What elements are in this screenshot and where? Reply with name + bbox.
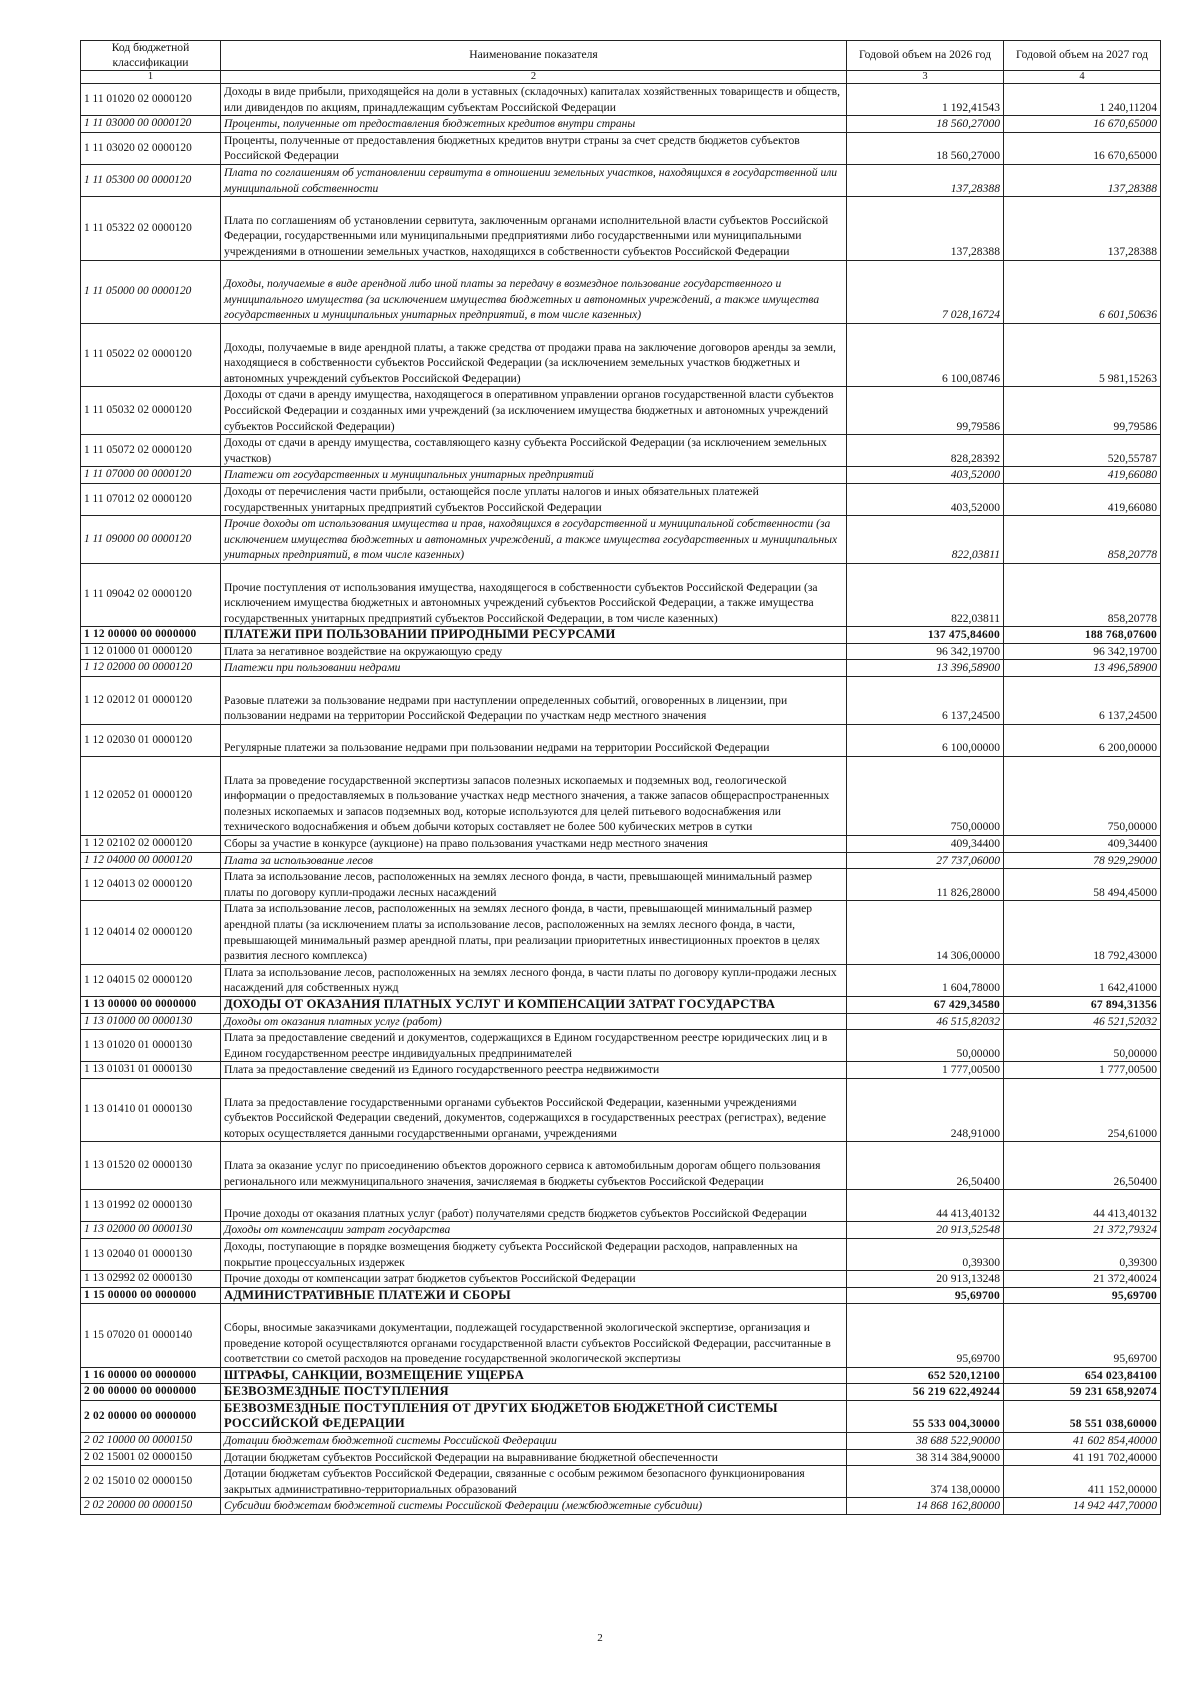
budget-code-cell: 1 11 05022 02 0000120 <box>81 323 221 386</box>
budget-code-cell: 2 02 00000 00 0000000 <box>81 1400 221 1432</box>
indicator-name-cell: Плата за оказание услуг по присоединению объектов дорожного сервиса к автомобильным дорогам общего пользования регионального или межмуниципального значения, зачисляемая в бюджеты субъектов Российской Федерации <box>221 1142 847 1190</box>
table-row <box>81 1030 1161 1062</box>
value-2027-cell: 95,69700 <box>1004 1287 1161 1304</box>
budget-code-cell: 1 11 05300 00 0000120 <box>81 164 221 196</box>
table-row <box>81 84 1161 116</box>
budget-code-cell: 1 13 01000 00 0000130 <box>81 1013 221 1030</box>
budget-code-cell: 1 11 05322 02 0000120 <box>81 197 221 260</box>
table-row <box>81 836 1161 853</box>
column-number-4: 4 <box>1004 71 1161 84</box>
value-2027-cell: 99,79586 <box>1004 387 1161 435</box>
budget-code-cell: 1 12 04000 00 0000120 <box>81 852 221 869</box>
value-2027-cell: 188 768,07600 <box>1004 627 1161 644</box>
value-2026-cell: 1 777,00500 <box>847 1062 1004 1079</box>
value-2026-cell: 27 737,06000 <box>847 852 1004 869</box>
budget-code-cell: 1 11 03020 02 0000120 <box>81 132 221 164</box>
value-2026-cell: 55 533 004,30000 <box>847 1400 1004 1432</box>
indicator-name-cell: Прочие доходы от использования имущества и прав, находящихся в государственной и муниципальной собственности (за исключением имущества бюджетных и автономных учреждений, а также имущества государственных и муниципальных унитарных предприятий, в том числе казенных) <box>221 516 847 564</box>
budget-code-cell: 1 11 07000 00 0000120 <box>81 467 221 484</box>
table-row <box>81 563 1161 626</box>
column-number-1: 1 <box>81 71 221 84</box>
table-row <box>81 467 1161 484</box>
indicator-name-cell: Регулярные платежи за пользование недрами при пользовании недрами на территории Российской Федерации <box>221 724 847 756</box>
value-2027-cell: 41 602 854,40000 <box>1004 1433 1161 1450</box>
value-2027-cell: 858,20778 <box>1004 563 1161 626</box>
indicator-name-cell: Доходы, получаемые в виде арендной либо иной платы за передачу в возмездное пользование государственного и муниципального имущества (за исключением имущества бюджетных и автономных учреждений, а также имущества государственных и муниципальных унитарных предприятий, в том числе казенных) <box>221 260 847 323</box>
value-2026-cell: 14 868 162,80000 <box>847 1498 1004 1515</box>
table-row <box>81 132 1161 164</box>
table-row <box>81 627 1161 644</box>
table-row <box>81 1304 1161 1367</box>
table-row <box>81 1078 1161 1141</box>
indicator-name-cell: Плата за использование лесов, расположенных на землях лесного фонда, в части, превышающей минимальный размер арендной платы (за исключением платы за использование лесов, расположенных на землях лесного фонда, в части, превышающей минимальный размер арендной платы, при реализации приоритетных инвестиционных проектов в целях развития лесного комплекса) <box>221 901 847 964</box>
page-number: 2 <box>597 1632 603 1644</box>
value-2026-cell: 20 913,52548 <box>847 1222 1004 1239</box>
budget-code-cell: 1 12 01000 01 0000120 <box>81 643 221 660</box>
value-2027-cell: 654 023,84100 <box>1004 1367 1161 1384</box>
indicator-name-cell: Доходы, получаемые в виде арендной платы, а также средства от продажи права на заключение договоров аренды за земли, находящиеся в собственности субъектов Российской Федерации (за исключением земельных участков бюджетных и автономных учреждений субъектов Российской Федерации) <box>221 323 847 386</box>
table-row <box>81 323 1161 386</box>
budget-code-cell: 1 13 02000 00 0000130 <box>81 1222 221 1239</box>
indicator-name-cell: АДМИНИСТРАТИВНЫЕ ПЛАТЕЖИ И СБОРЫ <box>221 1287 847 1304</box>
table-row <box>81 387 1161 435</box>
indicator-name-cell: Доходы от сдачи в аренду имущества, составляющего казну субъекта Российской Федерации (за исключением земельных участков) <box>221 435 847 467</box>
budget-code-cell: 1 12 04013 02 0000120 <box>81 869 221 901</box>
indicator-name-cell: Доходы от перечисления части прибыли, остающейся после уплаты налогов и иных обязательных платежей государственных унитарных предприятий субъектов Российской Федерации <box>221 483 847 515</box>
value-2027-cell: 46 521,52032 <box>1004 1013 1161 1030</box>
budget-code-cell: 1 12 02102 02 0000120 <box>81 836 221 853</box>
value-2026-cell: 99,79586 <box>847 387 1004 435</box>
indicator-name-cell: Сборы, вносимые заказчиками документации, подлежащей государственной экологической экспертизе, организация и проведение которой осуществляются органами государственной власти субъектов Российской Федерации, рассчитанные в соответствии со сметой расходов на проведение государственной экологической экспертизы <box>221 1304 847 1367</box>
value-2027-cell: 13 496,58900 <box>1004 660 1161 677</box>
indicator-name-cell: БЕЗВОЗМЕЗДНЫЕ ПОСТУПЛЕНИЯ ОТ ДРУГИХ БЮДЖЕТОВ БЮДЖЕТНОЙ СИСТЕМЫ РОССИЙСКОЙ ФЕДЕРАЦИИ <box>221 1400 847 1432</box>
table-row <box>81 1271 1161 1288</box>
value-2026-cell: 403,52000 <box>847 483 1004 515</box>
value-2027-cell: 6 200,00000 <box>1004 724 1161 756</box>
indicator-name-cell: Плата за негативное воздействие на окружающую среду <box>221 643 847 660</box>
header-row <box>81 41 1161 71</box>
table-row <box>81 516 1161 564</box>
value-2027-cell: 419,66080 <box>1004 467 1161 484</box>
value-2026-cell: 6 137,24500 <box>847 677 1004 725</box>
indicator-name-cell: Разовые платежи за пользование недрами при наступлении определенных событий, оговоренных в лицензии, при пользовании недрами на территории Российской Федерации по участкам недр местного значения <box>221 677 847 725</box>
header-year-2027: Годовой объем на 2027 год <box>1004 41 1161 71</box>
indicator-name-cell: Доходы, поступающие в порядке возмещения бюджету субъекта Российской Федерации расходов, направленных на покрытие процессуальных издержек <box>221 1238 847 1270</box>
value-2026-cell: 822,03811 <box>847 516 1004 564</box>
budget-code-cell: 1 12 02030 01 0000120 <box>81 724 221 756</box>
indicator-name-cell: Плата за использование лесов, расположенных на землях лесного фонда, в части платы по договору купли-продажи лесных насаждений для собственных нужд <box>221 964 847 996</box>
value-2026-cell: 750,00000 <box>847 757 1004 836</box>
value-2026-cell: 11 826,28000 <box>847 869 1004 901</box>
table-row <box>81 1384 1161 1401</box>
value-2026-cell: 56 219 622,49244 <box>847 1384 1004 1401</box>
indicator-name-cell: Проценты, полученные от предоставления бюджетных кредитов внутри страны <box>221 116 847 133</box>
indicator-name-cell: Плата за использование лесов, расположенных на землях лесного фонда, в части, превышающей минимальный размер платы по договору купли-продажи лесных насаждений <box>221 869 847 901</box>
value-2026-cell: 14 306,00000 <box>847 901 1004 964</box>
table-row <box>81 757 1161 836</box>
table-row <box>81 1062 1161 1079</box>
table-row <box>81 1449 1161 1466</box>
indicator-name-cell: ДОХОДЫ ОТ ОКАЗАНИЯ ПЛАТНЫХ УСЛУГ И КОМПЕНСАЦИИ ЗАТРАТ ГОСУДАРСТВА <box>221 997 847 1014</box>
value-2026-cell: 7 028,16724 <box>847 260 1004 323</box>
column-number-2: 2 <box>221 71 847 84</box>
table-row <box>81 1433 1161 1450</box>
budget-code-cell: 1 11 05000 00 0000120 <box>81 260 221 323</box>
value-2027-cell: 50,00000 <box>1004 1030 1161 1062</box>
indicator-name-cell: Платежи от государственных и муниципальных унитарных предприятий <box>221 467 847 484</box>
budget-code-cell: 1 16 00000 00 0000000 <box>81 1367 221 1384</box>
value-2027-cell: 78 929,29000 <box>1004 852 1161 869</box>
indicator-name-cell: Плата за проведение государственной экспертизы запасов полезных ископаемых и подземных вод, геологической информации о предоставляемых в пользование участках недр местного значения, а также запасов общераспространенных полезных ископаемых и запасов подземных вод, которые используются для целей питьевого водоснабжения или технического водоснабжения и объем добычи которых составляет не более 500 кубических метров в сутки <box>221 757 847 836</box>
value-2026-cell: 13 396,58900 <box>847 660 1004 677</box>
value-2026-cell: 1 604,78000 <box>847 964 1004 996</box>
value-2027-cell: 21 372,79324 <box>1004 1222 1161 1239</box>
value-2026-cell: 6 100,08746 <box>847 323 1004 386</box>
value-2026-cell: 652 520,12100 <box>847 1367 1004 1384</box>
indicator-name-cell: Прочие доходы от компенсации затрат бюджетов субъектов Российской Федерации <box>221 1271 847 1288</box>
budget-code-cell: 1 11 07012 02 0000120 <box>81 483 221 515</box>
budget-code-cell: 1 12 02000 00 0000120 <box>81 660 221 677</box>
budget-code-cell: 1 13 01410 01 0000130 <box>81 1078 221 1141</box>
value-2027-cell: 520,55787 <box>1004 435 1161 467</box>
value-2027-cell: 254,61000 <box>1004 1078 1161 1141</box>
indicator-name-cell: Доходы от компенсации затрат государства <box>221 1222 847 1239</box>
value-2027-cell: 419,66080 <box>1004 483 1161 515</box>
table-row <box>81 724 1161 756</box>
value-2027-cell: 137,28388 <box>1004 197 1161 260</box>
table-row <box>81 1367 1161 1384</box>
value-2026-cell: 26,50400 <box>847 1142 1004 1190</box>
value-2027-cell: 26,50400 <box>1004 1142 1161 1190</box>
budget-code-cell: 1 13 01520 02 0000130 <box>81 1142 221 1190</box>
indicator-name-cell: Дотации бюджетам субъектов Российской Федерации на выравнивание бюджетной обеспеченности <box>221 1449 847 1466</box>
value-2027-cell: 18 792,43000 <box>1004 901 1161 964</box>
budget-code-cell: 1 11 09042 02 0000120 <box>81 563 221 626</box>
table-row <box>81 1400 1161 1432</box>
budget-code-cell: 1 12 00000 00 0000000 <box>81 627 221 644</box>
value-2026-cell: 403,52000 <box>847 467 1004 484</box>
table-row <box>81 677 1161 725</box>
indicator-name-cell: Плата за использование лесов <box>221 852 847 869</box>
value-2026-cell: 46 515,82032 <box>847 1013 1004 1030</box>
budget-code-cell: 1 12 02052 01 0000120 <box>81 757 221 836</box>
value-2026-cell: 95,69700 <box>847 1287 1004 1304</box>
budget-code-cell: 1 11 03000 00 0000120 <box>81 116 221 133</box>
header-code: Код бюджетной классификации <box>81 41 221 71</box>
value-2026-cell: 44 413,40132 <box>847 1190 1004 1222</box>
budget-table <box>80 40 1161 1515</box>
indicator-name-cell: Плата по соглашениям об установлении сервитута, заключенным органами исполнительной власти субъектов Российской Федерации, государственными или муниципальными предприятиями либо государственными или муниципальными учреждениями в отношении земельных участков, находящихся в собственности субъектов Российской Федерации <box>221 197 847 260</box>
indicator-name-cell: Плата за предоставление сведений из Единого государственного реестра недвижимости <box>221 1062 847 1079</box>
header-year-2026: Годовой объем на 2026 год <box>847 41 1004 71</box>
indicator-name-cell: Платежи при пользовании недрами <box>221 660 847 677</box>
value-2026-cell: 50,00000 <box>847 1030 1004 1062</box>
indicator-name-cell: Доходы от оказания платных услуг (работ) <box>221 1013 847 1030</box>
table-row <box>81 116 1161 133</box>
value-2026-cell: 828,28392 <box>847 435 1004 467</box>
value-2026-cell: 6 100,00000 <box>847 724 1004 756</box>
value-2026-cell: 95,69700 <box>847 1304 1004 1367</box>
value-2027-cell: 96 342,19700 <box>1004 643 1161 660</box>
column-number-row <box>81 71 1161 84</box>
value-2027-cell: 58 494,45000 <box>1004 869 1161 901</box>
value-2026-cell: 18 560,27000 <box>847 132 1004 164</box>
value-2026-cell: 137,28388 <box>847 164 1004 196</box>
value-2026-cell: 822,03811 <box>847 563 1004 626</box>
table-row <box>81 197 1161 260</box>
table-row <box>81 964 1161 996</box>
table-row <box>81 1287 1161 1304</box>
budget-code-cell: 2 00 00000 00 0000000 <box>81 1384 221 1401</box>
value-2027-cell: 67 894,31356 <box>1004 997 1161 1014</box>
value-2026-cell: 248,91000 <box>847 1078 1004 1141</box>
value-2027-cell: 14 942 447,70000 <box>1004 1498 1161 1515</box>
value-2026-cell: 374 138,00000 <box>847 1466 1004 1498</box>
budget-table-sheet <box>80 40 1160 1515</box>
table-row <box>81 660 1161 677</box>
value-2026-cell: 67 429,34580 <box>847 997 1004 1014</box>
value-2026-cell: 18 560,27000 <box>847 116 1004 133</box>
table-row <box>81 260 1161 323</box>
value-2027-cell: 750,00000 <box>1004 757 1161 836</box>
indicator-name-cell: Прочие поступления от использования имущества, находящегося в собственности субъектов Российской Федерации (за исключением имущества бюджетных и автономных учреждений субъектов Российской Федерации, а также имущества государственных унитарных предприятий субъектов Российской Федерации, в том числе казенных) <box>221 563 847 626</box>
indicator-name-cell: ШТРАФЫ, САНКЦИИ, ВОЗМЕЩЕНИЕ УЩЕРБА <box>221 1367 847 1384</box>
value-2027-cell: 6 601,50636 <box>1004 260 1161 323</box>
table-body <box>81 84 1161 1515</box>
indicator-name-cell: Дотации бюджетам бюджетной системы Российской Федерации <box>221 1433 847 1450</box>
table-row <box>81 997 1161 1014</box>
indicator-name-cell: ПЛАТЕЖИ ПРИ ПОЛЬЗОВАНИИ ПРИРОДНЫМИ РЕСУРСАМИ <box>221 627 847 644</box>
budget-code-cell: 2 02 15001 02 0000150 <box>81 1449 221 1466</box>
value-2027-cell: 1 777,00500 <box>1004 1062 1161 1079</box>
value-2027-cell: 137,28388 <box>1004 164 1161 196</box>
budget-code-cell: 1 11 05072 02 0000120 <box>81 435 221 467</box>
table-row <box>81 1466 1161 1498</box>
budget-code-cell: 1 15 07020 01 0000140 <box>81 1304 221 1367</box>
table-row <box>81 1222 1161 1239</box>
budget-code-cell: 1 11 09000 00 0000120 <box>81 516 221 564</box>
table-row <box>81 901 1161 964</box>
budget-code-cell: 1 13 02040 01 0000130 <box>81 1238 221 1270</box>
column-number-3: 3 <box>847 71 1004 84</box>
budget-code-cell: 1 13 01031 01 0000130 <box>81 1062 221 1079</box>
table-row <box>81 1238 1161 1270</box>
value-2027-cell: 858,20778 <box>1004 516 1161 564</box>
budget-code-cell: 1 13 01992 02 0000130 <box>81 1190 221 1222</box>
indicator-name-cell: БЕЗВОЗМЕЗДНЫЕ ПОСТУПЛЕНИЯ <box>221 1384 847 1401</box>
table-row <box>81 852 1161 869</box>
indicator-name-cell: Плата за предоставление сведений и документов, содержащихся в Едином государственном реестре юридических лиц и в Едином государственном реестре индивидуальных предпринимателей <box>221 1030 847 1062</box>
value-2026-cell: 137 475,84600 <box>847 627 1004 644</box>
value-2026-cell: 137,28388 <box>847 197 1004 260</box>
table-row <box>81 164 1161 196</box>
table-row <box>81 869 1161 901</box>
indicator-name-cell: Дотации бюджетам субъектов Российской Федерации, связанные с особым режимом безопасного функционирования закрытых административно-территориальных образований <box>221 1466 847 1498</box>
value-2027-cell: 59 231 658,92074 <box>1004 1384 1161 1401</box>
indicator-name-cell: Прочие доходы от оказания платных услуг (работ) получателями средств бюджетов субъектов Российской Федерации <box>221 1190 847 1222</box>
budget-code-cell: 1 11 01020 02 0000120 <box>81 84 221 116</box>
table-row <box>81 483 1161 515</box>
value-2026-cell: 20 913,13248 <box>847 1271 1004 1288</box>
budget-code-cell: 1 12 02012 01 0000120 <box>81 677 221 725</box>
budget-code-cell: 2 02 10000 00 0000150 <box>81 1433 221 1450</box>
value-2027-cell: 16 670,65000 <box>1004 132 1161 164</box>
budget-code-cell: 1 15 00000 00 0000000 <box>81 1287 221 1304</box>
indicator-name-cell: Плата по соглашениям об установлении сервитута в отношении земельных участков, находящихся в государственной или муниципальной собственности <box>221 164 847 196</box>
indicator-name-cell: Проценты, полученные от предоставления бюджетных кредитов внутри страны за счет средств бюджетов субъектов Российской Федерации <box>221 132 847 164</box>
indicator-name-cell: Доходы в виде прибыли, приходящейся на доли в уставных (складочных) капиталах хозяйственных товариществ и обществ, или дивидендов по акциям, принадлежащим субъектам Российской Федерации <box>221 84 847 116</box>
indicator-name-cell: Плата за предоставление государственными органами субъектов Российской Федерации, казенными учреждениями субъектов Российской Федерации сведений, документов, содержащихся в государственных реестрах (регистрах), ведение которых осуществляется данными государственными органами, учреждениями <box>221 1078 847 1141</box>
budget-code-cell: 1 13 02992 02 0000130 <box>81 1271 221 1288</box>
budget-code-cell: 1 13 00000 00 0000000 <box>81 997 221 1014</box>
value-2027-cell: 44 413,40132 <box>1004 1190 1161 1222</box>
value-2027-cell: 5 981,15263 <box>1004 323 1161 386</box>
value-2027-cell: 409,34400 <box>1004 836 1161 853</box>
table-row <box>81 435 1161 467</box>
value-2027-cell: 21 372,40024 <box>1004 1271 1161 1288</box>
value-2026-cell: 38 688 522,90000 <box>847 1433 1004 1450</box>
budget-code-cell: 1 11 05032 02 0000120 <box>81 387 221 435</box>
value-2027-cell: 6 137,24500 <box>1004 677 1161 725</box>
value-2027-cell: 58 551 038,60000 <box>1004 1400 1161 1432</box>
value-2027-cell: 411 152,00000 <box>1004 1466 1161 1498</box>
budget-code-cell: 2 02 20000 00 0000150 <box>81 1498 221 1515</box>
budget-code-cell: 1 12 04015 02 0000120 <box>81 964 221 996</box>
budget-code-cell: 2 02 15010 02 0000150 <box>81 1466 221 1498</box>
value-2026-cell: 96 342,19700 <box>847 643 1004 660</box>
table-row <box>81 1498 1161 1515</box>
value-2027-cell: 41 191 702,40000 <box>1004 1449 1161 1466</box>
table-row <box>81 643 1161 660</box>
value-2026-cell: 409,34400 <box>847 836 1004 853</box>
value-2026-cell: 38 314 384,90000 <box>847 1449 1004 1466</box>
indicator-name-cell: Субсидии бюджетам бюджетной системы Российской Федерации (межбюджетные субсидии) <box>221 1498 847 1515</box>
indicator-name-cell: Доходы от сдачи в аренду имущества, находящегося в оперативном управлении органов государственной власти субъектов Российской Федерации и созданных ими учреждений (за исключением имущества бюджетных и автономных учреждений субъектов Российской Федерации) <box>221 387 847 435</box>
value-2027-cell: 1 240,11204 <box>1004 84 1161 116</box>
header-name: Наименование показателя <box>221 41 847 71</box>
table-row <box>81 1013 1161 1030</box>
value-2026-cell: 1 192,41543 <box>847 84 1004 116</box>
table-row <box>81 1142 1161 1190</box>
value-2027-cell: 16 670,65000 <box>1004 116 1161 133</box>
budget-code-cell: 1 12 04014 02 0000120 <box>81 901 221 964</box>
value-2027-cell: 0,39300 <box>1004 1238 1161 1270</box>
table-row <box>81 1190 1161 1222</box>
budget-code-cell: 1 13 01020 01 0000130 <box>81 1030 221 1062</box>
value-2027-cell: 95,69700 <box>1004 1304 1161 1367</box>
indicator-name-cell: Сборы за участие в конкурсе (аукционе) на право пользования участками недр местного значения <box>221 836 847 853</box>
value-2026-cell: 0,39300 <box>847 1238 1004 1270</box>
value-2027-cell: 1 642,41000 <box>1004 964 1161 996</box>
